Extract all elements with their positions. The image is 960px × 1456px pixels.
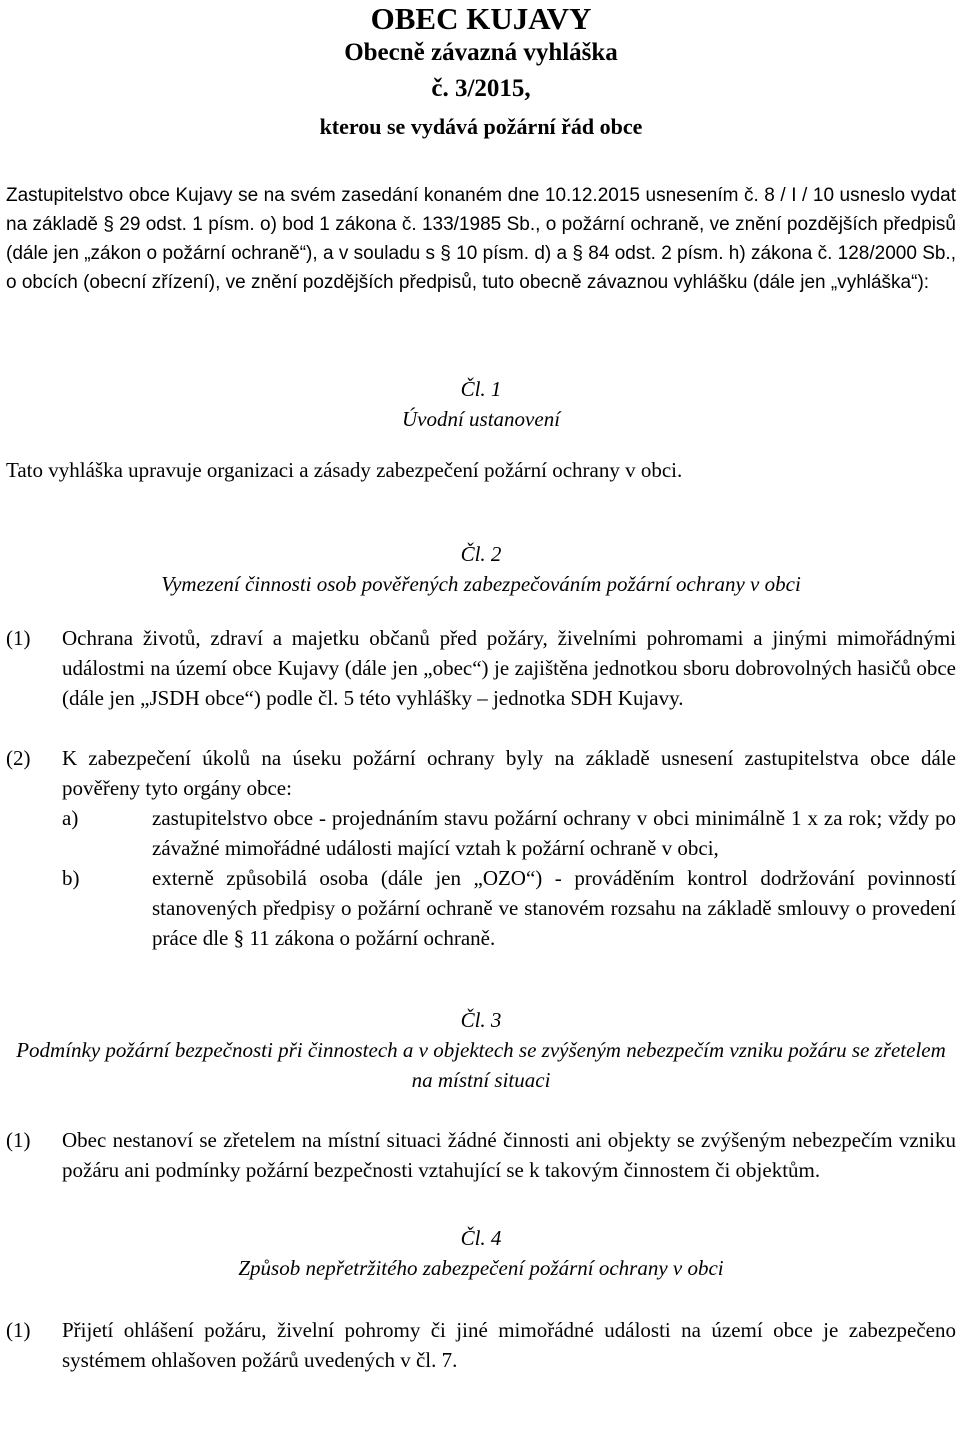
document-header	[6, 0, 956, 145]
paragraph-number: (1)	[6, 1318, 31, 1342]
article-4-paragraph-1	[6, 1315, 956, 1375]
list-item-text: zastupitelstvo obce - projednáním stavu požární ochrany v obci minimálně 1 x za rok; vždy po závažné mimořádné události mající vztah k požární ochraně v obci,	[152, 806, 956, 860]
article-4-number: Čl. 4	[460, 1226, 502, 1250]
article-2-title: Vymezení činnosti osob pověřených zabezpečováním požární ochrany v obci	[161, 572, 801, 596]
list-item-text: externě způsobilá osoba (dále jen „OZO“) - prováděním kontrol dodržování povinností stanovených předpisy o požární ochraně ve stanovém rozsahu na základě smlouvy o provedení práce dle § 11 zákona o požární ochraně.	[152, 866, 956, 950]
preamble-text: Zastupitelstvo obce Kujavy se na svém zasedání konaném dne 10.12.2015 usnesením č. 8 / I / 10 usneslo vydat na základě § 29 odst. 1 písm. o) bod 1 zákona č. 133/1985 Sb., o požární ochraně, ve znění pozdějších předpisů (dále jen „zákon o požární ochraně“), a v souladu s § 10 písm. d) a § 84 odst. 2 písm. h) zákona č. 128/2000 Sb., o obcích (obecní zřízení), ve znění pozdějších předpisů, tuto obecně závaznou vyhlášku (dále jen „vyhláška“):	[6, 185, 956, 293]
article-2-paragraph-1	[6, 623, 956, 713]
town-title: OBEC KUJAVY	[370, 1, 592, 36]
paragraph-number: (2)	[6, 746, 31, 770]
article-1-number: Čl. 1	[460, 377, 502, 401]
article-1-title: Úvodní ustanovení	[401, 407, 561, 431]
document-type: Obecně závazná vyhláška	[344, 39, 618, 66]
document-page	[6, 0, 956, 1375]
list-item-label: a)	[62, 806, 79, 830]
list-item-b	[62, 863, 956, 953]
article-2-paragraph-2	[6, 743, 956, 953]
list-item-label: b)	[62, 866, 80, 890]
article-3-paragraph-1	[6, 1125, 956, 1185]
paragraph-number: (1)	[6, 626, 31, 650]
article-4-title: Způsob nepřetržitého zabezpečení požární ochrany v obci	[238, 1256, 724, 1280]
article-3-number: Čl. 3	[460, 1008, 502, 1032]
paragraph-text: Ochrana životů, zdraví a majetku občanů před požáry, živelními pohromami a jinými mimořádnými událostmi na území obce Kujavy (dále jen „obec“) je zajištěna jednotkou sboru dobrovolných hasičů obce (dále jen „JSDH obce“) podle čl. 5 této vyhlášky – jednotka SDH Kujavy.	[62, 626, 956, 710]
document-subject: kterou se vydává požární řád obce	[319, 114, 643, 139]
paragraph-number: (1)	[6, 1128, 31, 1152]
document-number: č. 3/2015,	[431, 75, 531, 102]
paragraph-text: Přijetí ohlášení požáru, živelní pohromy či jiné mimořádné události na území obce je zabezpečeno systémem ohlašoven požárů uvedených v čl. 7.	[62, 1318, 956, 1372]
article-1-text: Tato vyhláška upravuje organizaci a zásady zabezpečení požární ochrany v obci.	[6, 458, 683, 482]
paragraph-text: K zabezpečení úkolů na úseku požární ochrany byly na základě usnesení zastupitelstva obce dále pověřeny tyto orgány obce:	[62, 746, 956, 800]
article-3-title: Podmínky požární bezpečnosti při činnostech a v objektech se zvýšeným nebezpečím vzniku požáru se zřetelem na místní situaci	[16, 1038, 946, 1092]
paragraph-text: Obec nestanoví se zřetelem na místní situaci žádné činnosti ani objekty se zvýšeným nebezpečím vzniku požáru ani podmínky požární bezpečnosti vztahující se k takovým činnostem či objektům.	[62, 1128, 956, 1182]
article-2-number: Čl. 2	[460, 542, 502, 566]
list-item-a	[62, 803, 956, 863]
